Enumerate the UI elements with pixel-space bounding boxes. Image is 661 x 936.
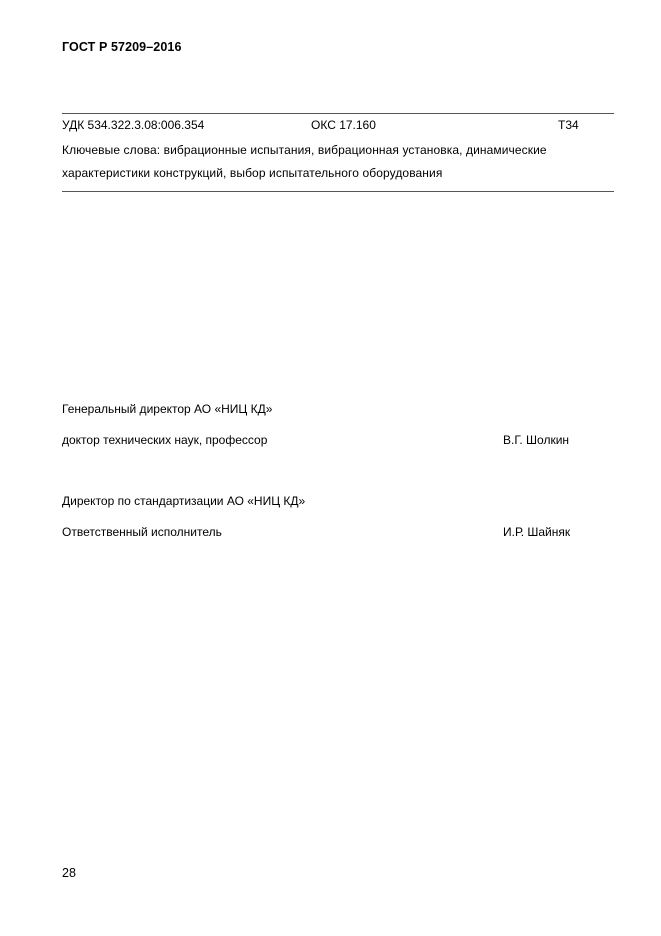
t-code: Т34	[558, 118, 579, 132]
keywords-block	[62, 139, 614, 185]
general-director-name: В.Г. Шолкин	[503, 433, 570, 447]
page-number: 28	[62, 866, 76, 880]
bottom-divider	[62, 191, 614, 192]
responsible-executor-name: И.Р. Шайняк	[503, 525, 571, 539]
general-director-title: Генеральный директор АО «НИЦ КД»	[62, 402, 273, 416]
oks-code: ОКС 17.160	[311, 118, 376, 132]
responsible-executor-title: Ответственный исполнитель	[62, 525, 222, 539]
top-divider	[62, 113, 614, 114]
keywords-line-1: Ключевые слова: вибрационные испытания, вибрационная установка, динамические	[62, 143, 547, 157]
page-header: ГОСТ Р 57209–2016	[62, 40, 182, 54]
standardization-director-title: Директор по стандартизации АО «НИЦ КД»	[62, 494, 306, 508]
keywords-line-2: характеристики конструкций, выбор испытательного оборудования	[62, 166, 443, 180]
general-director-degree: доктор технических наук, профессор	[62, 433, 268, 447]
udk-code: УДК 534.322.3.08:006.354	[62, 118, 205, 132]
